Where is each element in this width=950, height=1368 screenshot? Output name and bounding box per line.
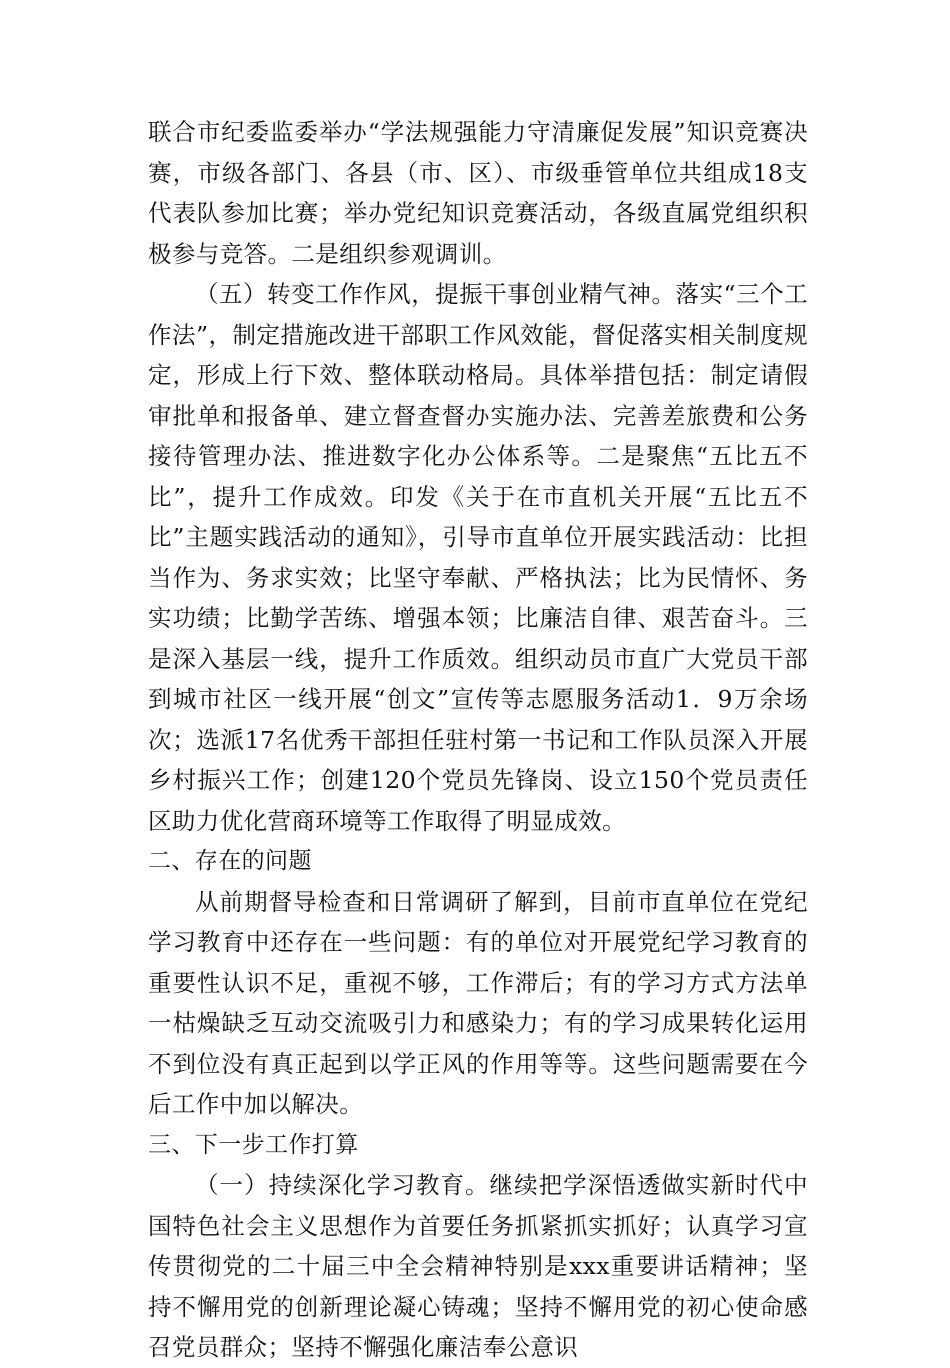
section-heading-2: 二、存在的问题 [148,848,312,874]
paragraph-4: （一）持续深化学习教育。继续把学深悟透做实新时代中国特色社会主义思想作为首要任务抓紧抓实抓好；认真学习宣传贯彻党的二十届三中全会精神特别是xxx重要讲话精神；坚持不懈用党的创新理论凝心铸魂；坚持不懈用党的初心使命感召党员群众；坚持不懈强化廉洁奉公意识 [148,1171,808,1361]
paragraph-3: 从前期督导检查和日常调研了解到，目前市直单位在党纪学习教育中还存在一些问题：有的单位对开展党纪学习教育的重要性认识不足，重视不够，工作滞后；有的学习方式方法单一枯燥缺乏互动交流吸引力和感染力；有的学习成果转化运用不到位没有真正起到以学正风的作用等等。这些问题需要在今后工作中加以解决。 [148,887,808,1118]
section-heading-3: 三、下一步工作打算 [148,1131,359,1158]
paragraph-2: （五）转变工作作风，提振干事创业精气神。落实“三个工作法”，制定措施改进干部职工作风效能，督促落实相关制度规定，形成上行下效、整体联动格局。具体举措包括：制定请假审批单和报备单、建立督查督办实施办法、完善差旅费和公务接待管理办法、推进数字化办公体系等。二是聚焦“五比五不比”，提升工作成效。印发《关于在市直机关开展“五比五不比”主题实践活动的通知》，引导市直单位开展实践活动：比担当作为、务求实效；比坚守奉献、严格执法；比为民情怀、务实功绩；比勤学苦练、增强本领；比廉洁自律、艰苦奋斗。三是深入基层一线，提升工作质效。组织动员市直广大党员干部到城市社区一线开展“创文”宣传等志愿服务活动1．9万余场次；选派17名优秀干部担任驻村第一书记和工作队员深入开展乡村振兴工作；创建120个党员先锋岗、设立150个党员责任区助力优化营商环境等工作取得了明显成效。 [148,280,808,835]
paragraph-1: 联合市纪委监委举办“学法规强能力守清廉促发展”知识竞赛决赛，市级各部门、各县（市、区）、市级垂管单位共组成18支代表队参加比赛；举办党纪知识竞赛活动，各级直属党组织积极参与竞答。二是组织参观调训。 [148,118,808,268]
document-body [148,112,808,1368]
